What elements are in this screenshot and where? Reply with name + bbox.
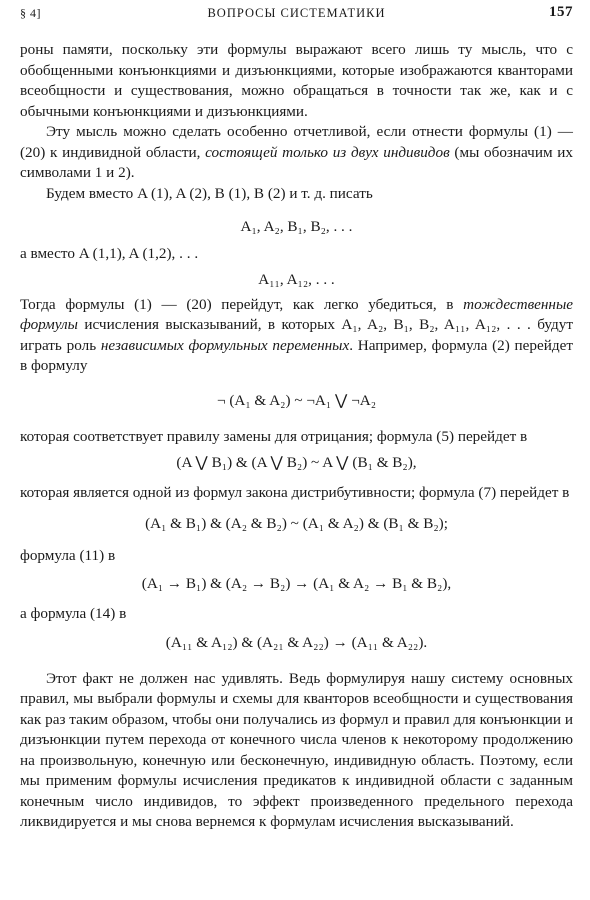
paragraph-5 <box>20 295 573 377</box>
section-marker: § 4] <box>20 6 41 20</box>
paragraph-4: а вместо A (1,1), A (1,2), . . . <box>20 245 199 262</box>
paragraph-8: формула (11) в <box>20 546 116 564</box>
page-number: 157 <box>549 4 573 20</box>
formula-a: A₁, A₂, B₁, B₂, . . . <box>240 218 353 235</box>
paragraph-9: а формула (14) в <box>20 605 127 622</box>
paragraph-5-emphasis-1: тождественные формулы <box>20 295 573 333</box>
paragraph-3: Будем вместо A (1), A (2), B (1), B (2) и т. д. писать <box>46 184 373 202</box>
paragraph-2-emphasis: состоящей только из двух индивидов <box>205 143 450 161</box>
paragraph-5-emphasis-2: независимых формульных переменных <box>100 336 350 354</box>
paragraph-2 <box>20 122 573 184</box>
running-header <box>20 4 573 24</box>
paragraph-7: которая является одной из формул закона дистрибутивности; формула (7) перейдет в <box>20 484 570 501</box>
formula-g: (A₁₁ & A₁₂) & (A₂₁ & A₂₂) → (A₁₁ & A₂₂). <box>165 633 428 651</box>
paragraph-5-text-c: . Например, формула (2) перейдет в формулу <box>20 336 573 374</box>
paragraph-5-text-a: Тогда формулы (1) — (20) перейдут, как легко убедиться, в <box>20 295 464 313</box>
book-page <box>20 0 573 900</box>
formula-d: (A ⋁ B₁) & (A ⋁ B₂) ~ A ⋁ (B₁ & B₂), <box>176 454 417 471</box>
paragraph-2-text-b: (мы обозначим их символами 1 и 2). <box>20 143 573 181</box>
page-body <box>20 40 573 833</box>
paragraph-6: которая соответствует правилу замены для отрицания; формула (5) перейдет в <box>20 427 528 445</box>
formula-b: A₁₁, A₁₂, . . . <box>258 270 335 288</box>
paragraph-5-text-b: исчисления высказываний, в которых A₁, A₂, B₁, B₂, A₁₁, A₁₂, . . . будут играть роль <box>20 316 573 354</box>
formula-c: ¬ (A₁ & A₂) ~ ¬A₁ ⋁ ¬A₂ <box>216 391 377 409</box>
paragraph-2-text-a: Эту мысль можно сделать особенно отчетливой, если отнести формулы (1) — (20) к индивидной области, <box>20 123 573 161</box>
paragraph-10: Этот факт не должен нас удивлять. Ведь формулируя нашу систему основных правил, мы выбрали формулы и схемы для кванторов всеобщности и существования как раз таким образом, чтобы они получались из формул и правил для конъюнкции и дизъюнкции путем перехода от конечного числа членов к некоторому продолжению на произвольную, конечную или бесконечную, индивидную область. Поэтому, если мы применим формулы исчисления предикатов к индивидной области с заданным конечным число индивидов, то эффект произведенного предельного перехода ликвидируется и мы снова вернемся к формулам исчисления высказываний. <box>20 669 573 830</box>
formula-f: (A₁ → B₁) & (A₂ → B₂) → (A₁ & A₂ → B₁ & B₂), <box>141 575 452 592</box>
paragraph-1: роны памяти, поскольку эти формулы выражают всего лишь ту мысль, что с обобщенными конъюнкциями и дизъюнкциями, которые изображаются кванторами всеобщности и существования, можно обращаться в точности так же, как и с обычными конъюнкциями и дизъюнкциями. <box>20 41 573 120</box>
running-title: ВОПРОСЫ СИСТЕМАТИКИ <box>207 6 386 20</box>
formula-e: (A₁ & B₁) & (A₂ & B₂) ~ (A₁ & A₂) & (B₁ & B₂); <box>145 514 448 532</box>
